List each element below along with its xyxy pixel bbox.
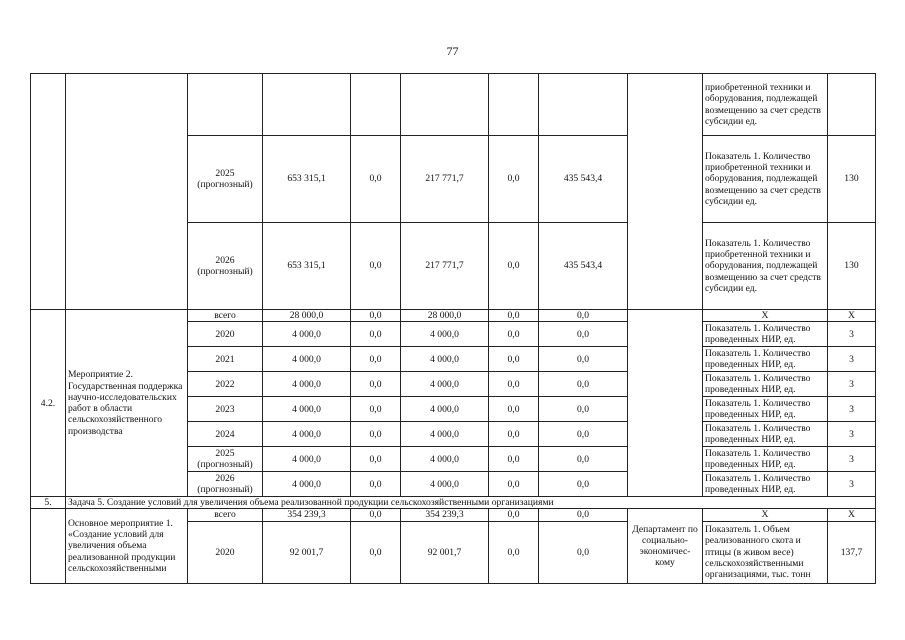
- municipal-cell: 0,0: [489, 447, 539, 472]
- num-cell: [31, 74, 66, 310]
- year-cell: 2021: [188, 347, 263, 372]
- total-cell: 4 000,0: [263, 397, 351, 422]
- value-cell: 130: [828, 136, 876, 223]
- regional-cell: 92 001,7: [401, 521, 489, 583]
- executor-cell: [628, 74, 703, 310]
- indicator-cell: X: [703, 509, 828, 521]
- executor-cell: Департамент по социально-экономичес-кому: [628, 509, 703, 583]
- regional-cell: 4 000,0: [401, 472, 489, 497]
- indicator-cell: Показатель 1. Количество приобретенной техники и оборудования, подлежащей возмещению за счет средств субсидии ед.: [703, 136, 828, 223]
- extrabudget-cell: 0,0: [539, 310, 628, 322]
- regional-cell: [401, 74, 489, 136]
- municipal-cell: 0,0: [489, 509, 539, 521]
- measure-name-cell: Мероприятие 2. Государственная поддержка научно-исследовательских работ в области сельскохозяйственного производства: [66, 310, 188, 497]
- federal-cell: 0,0: [351, 521, 401, 583]
- extrabudget-cell: 0,0: [539, 447, 628, 472]
- federal-cell: 0,0: [351, 347, 401, 372]
- municipal-cell: 0,0: [489, 310, 539, 322]
- extrabudget-cell: 0,0: [539, 521, 628, 583]
- year-cell: всего: [188, 509, 263, 521]
- federal-cell: 0,0: [351, 447, 401, 472]
- value-cell: 3: [828, 372, 876, 397]
- value-cell: 3: [828, 347, 876, 372]
- municipal-cell: 0,0: [489, 372, 539, 397]
- total-cell: 28 000,0: [263, 310, 351, 322]
- indicator-cell: Показатель 1. Количество проведенных НИР, ед.: [703, 472, 828, 497]
- municipal-cell: 0,0: [489, 322, 539, 347]
- regional-cell: 217 771,7: [401, 136, 489, 223]
- measure-name-cell: Основное мероприятие 1. «Создание условий для увеличения объема реализованной продукции сельскохозяйственными: [66, 509, 188, 583]
- municipal-cell: 0,0: [489, 347, 539, 372]
- year-cell: 2022: [188, 372, 263, 397]
- municipal-cell: [489, 74, 539, 136]
- num-cell: 4.2.: [31, 310, 66, 497]
- total-cell: 4 000,0: [263, 372, 351, 397]
- regional-cell: 4 000,0: [401, 422, 489, 447]
- regional-cell: 4 000,0: [401, 322, 489, 347]
- federal-cell: 0,0: [351, 422, 401, 447]
- indicator-cell: Показатель 1. Количество проведенных НИР, ед.: [703, 397, 828, 422]
- indicator-cell: Показатель 1. Количество приобретенной техники и оборудования, подлежащей возмещению за счет средств субсидии ед.: [703, 223, 828, 310]
- name-cell: [66, 74, 188, 310]
- extrabudget-cell: 0,0: [539, 322, 628, 347]
- indicator-cell: Показатель 1. Количество проведенных НИР, ед.: [703, 347, 828, 372]
- regional-cell: 354 239,3: [401, 509, 489, 521]
- municipal-cell: 0,0: [489, 472, 539, 497]
- value-cell: 3: [828, 422, 876, 447]
- extrabudget-cell: 435 543,4: [539, 223, 628, 310]
- indicator-cell: Показатель 1. Количество проведенных НИР, ед.: [703, 422, 828, 447]
- municipal-cell: 0,0: [489, 136, 539, 223]
- year-cell: 2020: [188, 521, 263, 583]
- value-cell: 137,7: [828, 521, 876, 583]
- municipal-cell: 0,0: [489, 397, 539, 422]
- total-cell: 92 001,7: [263, 521, 351, 583]
- regional-cell: 4 000,0: [401, 447, 489, 472]
- regional-cell: 4 000,0: [401, 397, 489, 422]
- total-cell: 653 315,1: [263, 136, 351, 223]
- federal-cell: 0,0: [351, 472, 401, 497]
- table-row: [31, 74, 876, 136]
- table-row: [31, 509, 876, 521]
- federal-cell: 0,0: [351, 322, 401, 347]
- task-num-cell: 5.: [31, 497, 66, 509]
- year-cell: [188, 74, 263, 136]
- extrabudget-cell: 0,0: [539, 509, 628, 521]
- total-cell: 4 000,0: [263, 472, 351, 497]
- federal-cell: 0,0: [351, 509, 401, 521]
- year-cell: всего: [188, 310, 263, 322]
- total-cell: 653 315,1: [263, 223, 351, 310]
- value-cell: X: [828, 509, 876, 521]
- indicator-cell: Показатель 1. Количество проведенных НИР, ед.: [703, 447, 828, 472]
- regional-cell: 217 771,7: [401, 223, 489, 310]
- federal-cell: [351, 74, 401, 136]
- value-cell: X: [828, 310, 876, 322]
- year-cell: 2024: [188, 422, 263, 447]
- num-cell: [31, 509, 66, 583]
- indicator-cell: X: [703, 310, 828, 322]
- table-row: [31, 310, 876, 322]
- year-cell: 2025 (прогнозный): [188, 136, 263, 223]
- value-cell: 3: [828, 322, 876, 347]
- municipal-cell: 0,0: [489, 223, 539, 310]
- federal-cell: 0,0: [351, 223, 401, 310]
- indicator-cell: Показатель 1. Объем реализованного скота и птицы (в живом весе) сельскохозяйственными организациями, тыс. тонн: [703, 521, 828, 583]
- year-cell: 2023: [188, 397, 263, 422]
- value-cell: [828, 74, 876, 136]
- program-table: [30, 73, 876, 584]
- year-cell: 2020: [188, 322, 263, 347]
- federal-cell: 0,0: [351, 136, 401, 223]
- year-cell: 2026 (прогнозный): [188, 472, 263, 497]
- indicator-cell: Показатель 1. Количество проведенных НИР, ед.: [703, 322, 828, 347]
- year-cell: 2026 (прогнозный): [188, 223, 263, 310]
- total-cell: 4 000,0: [263, 447, 351, 472]
- total-cell: 4 000,0: [263, 347, 351, 372]
- municipal-cell: 0,0: [489, 521, 539, 583]
- value-cell: 130: [828, 223, 876, 310]
- extrabudget-cell: 0,0: [539, 372, 628, 397]
- year-cell: 2025 (прогнозный): [188, 447, 263, 472]
- indicator-cell: приобретенной техники и оборудования, подлежащей возмещению за счет средств субсидии ед.: [703, 74, 828, 136]
- extrabudget-cell: 0,0: [539, 397, 628, 422]
- regional-cell: 28 000,0: [401, 310, 489, 322]
- extrabudget-cell: 0,0: [539, 472, 628, 497]
- extrabudget-cell: 0,0: [539, 422, 628, 447]
- indicator-cell: Показатель 1. Количество проведенных НИР, ед.: [703, 372, 828, 397]
- federal-cell: 0,0: [351, 397, 401, 422]
- regional-cell: 4 000,0: [401, 372, 489, 397]
- value-cell: 3: [828, 472, 876, 497]
- total-cell: 4 000,0: [263, 422, 351, 447]
- page-number: 77: [446, 44, 459, 58]
- total-cell: 4 000,0: [263, 322, 351, 347]
- total-cell: [263, 74, 351, 136]
- total-cell: 354 239,3: [263, 509, 351, 521]
- federal-cell: 0,0: [351, 310, 401, 322]
- task-title-cell: Задача 5. Создание условий для увеличения объема реализованной продукции сельскохозяйственными организациями: [66, 497, 876, 509]
- value-cell: 3: [828, 447, 876, 472]
- value-cell: 3: [828, 397, 876, 422]
- federal-cell: 0,0: [351, 372, 401, 397]
- extrabudget-cell: 435 543,4: [539, 136, 628, 223]
- extrabudget-cell: 0,0: [539, 347, 628, 372]
- executor-cell: [628, 310, 703, 497]
- extrabudget-cell: [539, 74, 628, 136]
- regional-cell: 4 000,0: [401, 347, 489, 372]
- task-row: [31, 497, 876, 509]
- municipal-cell: 0,0: [489, 422, 539, 447]
